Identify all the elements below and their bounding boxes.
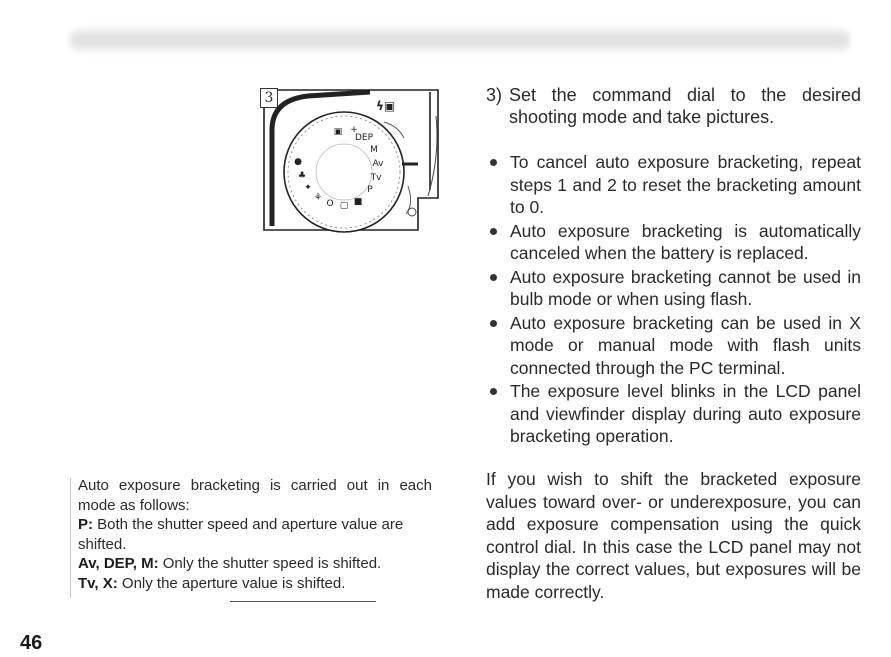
- svg-text:✦: ✦: [304, 183, 312, 193]
- svg-text:■: ■: [353, 197, 363, 207]
- caption-intro: Auto exposure bracketing is carried out in each mode as follows:: [78, 477, 432, 514]
- figure-number: 3: [260, 88, 278, 108]
- svg-text:●: ●: [294, 157, 302, 167]
- note-item: Auto exposure bracketing can be used in X mode or manual mode with flash units connected through the PC terminal.: [486, 312, 861, 380]
- svg-text:M: M: [370, 145, 378, 155]
- svg-text:Av: Av: [372, 159, 384, 169]
- command-dial-icon: [258, 86, 442, 234]
- svg-text:▢: ▢: [339, 201, 349, 211]
- figure-caption: [78, 476, 432, 593]
- svg-text:P: P: [367, 185, 373, 195]
- svg-text:⚘: ⚘: [313, 193, 323, 203]
- svg-text:♣: ♣: [297, 171, 307, 181]
- caption-row: [78, 515, 432, 554]
- step-instruction: [486, 84, 861, 128]
- step-number: 3): [486, 85, 503, 105]
- camera-dial-illustration: [258, 86, 442, 234]
- caption-desc: Both the shutter speed and aperture value are shifted.: [78, 516, 404, 553]
- caption-row: [78, 574, 432, 594]
- caption-rule: [70, 478, 71, 598]
- svg-text:+: +: [350, 125, 358, 135]
- page-number: 46: [20, 632, 43, 654]
- caption-underline: [230, 601, 376, 602]
- caption-term: Av, DEP, M:: [78, 555, 159, 572]
- bullet-icon: [490, 320, 497, 327]
- svg-text:▣: ▣: [333, 127, 343, 137]
- notes-list: [486, 151, 861, 449]
- step-text: Set the command dial to the desired shooting mode and take pictures.: [509, 85, 861, 127]
- caption-term: P:: [78, 516, 93, 533]
- svg-text:O: O: [326, 199, 334, 209]
- svg-text:ϟ▣: ϟ▣: [376, 99, 396, 113]
- caption-desc: Only the aperture value is shifted.: [121, 574, 346, 592]
- bullet-icon: [490, 274, 497, 281]
- note-item: To cancel auto exposure bracketing, repeat steps 1 and 2 to reset the bracketing amount to 0.: [486, 151, 861, 219]
- caption-row: [78, 554, 432, 574]
- note-item: The exposure level blinks in the LCD panel and viewfinder display during auto exposure bracketing operation.: [486, 380, 861, 448]
- bullet-icon: [490, 228, 497, 235]
- header-band: [70, 28, 850, 52]
- caption-desc: Only the shutter speed is shifted.: [162, 555, 382, 572]
- bullet-icon: [490, 388, 497, 395]
- exposure-compensation-paragraph: If you wish to shift the bracketed exposure values toward over- or underexposure, you can add exposure compensation using the quick control dial. In this case the LCD panel may not display the correct values, but exposures will be made correctly.: [486, 469, 861, 602]
- svg-text:Tv: Tv: [370, 173, 382, 183]
- bullet-icon: [490, 159, 497, 166]
- caption-term: Tv, X:: [78, 574, 118, 592]
- note-item: Auto exposure bracketing cannot be used in bulb mode or when using flash.: [486, 266, 861, 311]
- svg-text:DEP: DEP: [354, 133, 374, 143]
- note-item: Auto exposure bracketing is automatically canceled when the battery is replaced.: [486, 220, 861, 265]
